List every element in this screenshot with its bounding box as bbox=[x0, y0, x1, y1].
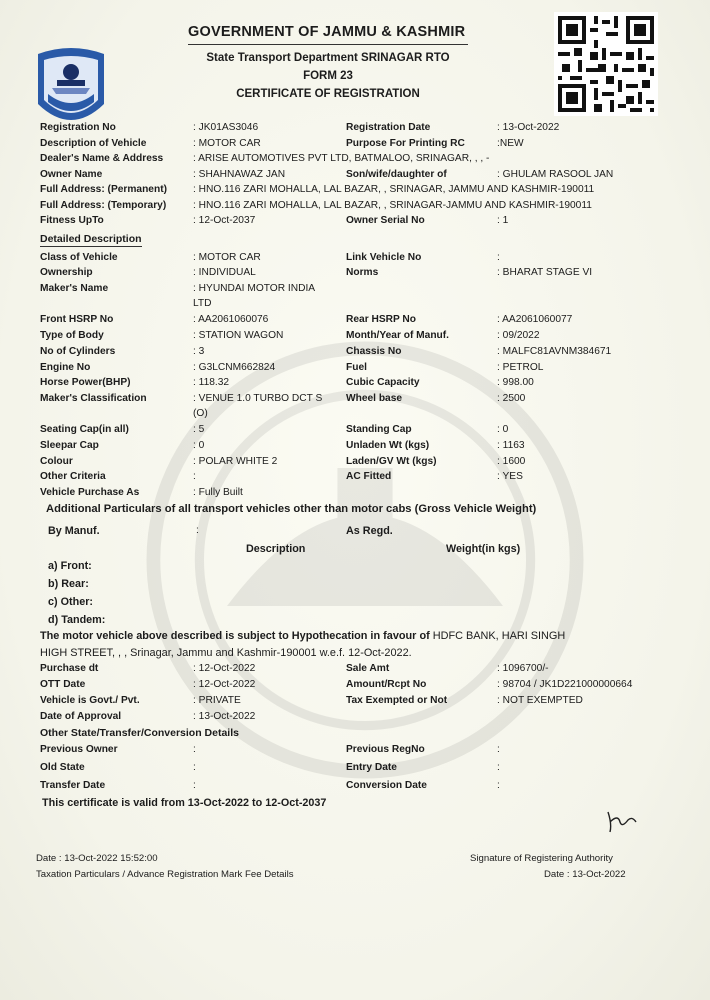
field-value: : VENUE 1.0 TURBO DCT S bbox=[193, 393, 323, 404]
field-value: : G3LCNM662824 bbox=[193, 362, 276, 373]
hypothecation-bank: HDFC BANK, HARI SINGH bbox=[429, 630, 566, 642]
field-value: : YES bbox=[497, 471, 523, 482]
title-underline bbox=[188, 44, 468, 45]
field-value: : POLAR WHITE 2 bbox=[193, 456, 278, 467]
field-value: (O) bbox=[193, 408, 208, 419]
field-label: Tax Exempted or Not bbox=[346, 695, 448, 706]
field-label: Type of Body bbox=[40, 330, 104, 341]
field-value: : 12-Oct-2022 bbox=[193, 679, 256, 690]
detailed-description-title: Detailed Description bbox=[40, 233, 142, 245]
field-value: : bbox=[193, 780, 196, 791]
description-header: Description bbox=[246, 543, 306, 555]
axle-rear: b) Rear: bbox=[48, 578, 89, 590]
field-value: : PETROL bbox=[497, 362, 544, 373]
field-value: : 1600 bbox=[497, 456, 526, 467]
field-value: : bbox=[497, 762, 500, 773]
field-label: Class of Vehicle bbox=[40, 252, 118, 263]
field-label: Ownership bbox=[40, 267, 93, 278]
field-value: : 98704 / JK1D221000000664 bbox=[497, 679, 633, 690]
field-value: : 12-Oct-2037 bbox=[193, 215, 256, 226]
field-value: : AA2061060077 bbox=[497, 314, 573, 325]
field-label: Standing Cap bbox=[346, 424, 412, 435]
field-label: Full Address: (Temporary) bbox=[40, 200, 167, 211]
field-value: : JK01AS3046 bbox=[193, 122, 259, 133]
field-label: Purchase dt bbox=[40, 663, 99, 674]
field-value: : AA2061060076 bbox=[193, 314, 269, 325]
field-value: : 13-Oct-2022 bbox=[193, 711, 256, 722]
field-value: : MALFC81AVNM384671 bbox=[497, 346, 612, 357]
field-label: Full Address: (Permanent) bbox=[40, 184, 167, 195]
axle-front: a) Front: bbox=[48, 560, 92, 572]
field-value: : 12-Oct-2022 bbox=[193, 663, 256, 674]
field-label: Rear HSRP No bbox=[346, 314, 417, 325]
field-label: Date of Approval bbox=[40, 711, 122, 722]
field-value: : 0 bbox=[497, 424, 509, 435]
field-value: : bbox=[193, 744, 196, 755]
field-value: : BHARAT STAGE VI bbox=[497, 267, 593, 278]
axle-tandem: d) Tandem: bbox=[48, 614, 106, 626]
axle-other: c) Other: bbox=[48, 596, 93, 608]
field-label: Colour bbox=[40, 456, 73, 467]
certificate-title: CERTIFICATE OF REGISTRATION bbox=[236, 88, 420, 100]
field-value: : 0 bbox=[193, 440, 205, 451]
hypothecation-line-2: HIGH STREET, , , Srinagar, Jammu and Kashmir-190001 w.e.f. 12-Oct-2022. bbox=[40, 647, 412, 659]
field-value: : bbox=[193, 762, 196, 773]
field-label: Previous Owner bbox=[40, 744, 118, 755]
transport-particulars-title: Additional Particulars of all transport vehicles other than motor cabs (Gross Vehicle Weight) bbox=[46, 503, 537, 515]
hypothecation-statement: The motor vehicle above described is subject to Hypothecation in favour of bbox=[40, 630, 430, 642]
field-value: : 5 bbox=[193, 424, 205, 435]
weight-header: Weight(in kgs) bbox=[446, 543, 521, 555]
by-manuf-label: By Manuf. bbox=[48, 525, 100, 537]
field-label: Vehicle Purchase As bbox=[40, 487, 140, 498]
validity-statement: This certificate is valid from 13-Oct-2022 to 12-Oct-2037 bbox=[42, 797, 327, 809]
field-value: : 1 bbox=[497, 215, 509, 226]
signature-date: Date : 13-Oct-2022 bbox=[544, 869, 626, 880]
field-value: : HYUNDAI MOTOR INDIA bbox=[193, 283, 316, 294]
field-value: : 118.32 bbox=[193, 377, 230, 388]
field-label: Norms bbox=[346, 267, 379, 278]
field-value: LTD bbox=[193, 298, 212, 309]
field-label: Fitness UpTo bbox=[40, 215, 104, 226]
field-label: Month/Year of Manuf. bbox=[346, 330, 450, 341]
field-label: Transfer Date bbox=[40, 780, 106, 791]
field-label: Amount/Rcpt No bbox=[346, 679, 427, 690]
field-label: Maker's Classification bbox=[40, 393, 147, 404]
field-value: : 13-Oct-2022 bbox=[497, 122, 560, 133]
field-label: Laden/GV Wt (kgs) bbox=[346, 456, 437, 467]
field-value: : 1096700/- bbox=[497, 663, 549, 674]
by-manuf-colon: : bbox=[196, 525, 199, 536]
field-value: : 998.00 bbox=[497, 377, 534, 388]
field-value: : STATION WAGON bbox=[193, 330, 284, 341]
field-value: : PRIVATE bbox=[193, 695, 241, 706]
field-label: Wheel base bbox=[346, 393, 403, 404]
government-title: GOVERNMENT OF JAMMU & KASHMIR bbox=[188, 24, 466, 40]
field-label: Dealer's Name & Address bbox=[40, 153, 164, 164]
field-label: Cubic Capacity bbox=[346, 377, 420, 388]
field-value: : HNO.116 ZARI MOHALLA, LAL BAZAR, , SRINAGAR, JAMMU AND KASHMIR-190011 bbox=[193, 184, 595, 195]
field-value: : bbox=[497, 744, 500, 755]
field-label: Fuel bbox=[346, 362, 367, 373]
other-state-title: Other State/Transfer/Conversion Details bbox=[40, 727, 239, 739]
department-title: State Transport Department SRINAGAR RTO bbox=[206, 52, 450, 64]
field-value: : 2500 bbox=[497, 393, 526, 404]
field-value: : 3 bbox=[193, 346, 205, 357]
field-label: OTT Date bbox=[40, 679, 86, 690]
field-label: Sale Amt bbox=[346, 663, 390, 674]
field-label: Conversion Date bbox=[346, 780, 427, 791]
field-value: : INDIVIDUAL bbox=[193, 267, 256, 278]
field-value: : bbox=[193, 471, 196, 482]
taxation-particulars: Taxation Particulars / Advance Registration Mark Fee Details bbox=[36, 869, 294, 880]
issue-date: Date : 13-Oct-2022 15:52:00 bbox=[36, 853, 158, 864]
field-value: : NOT EXEMPTED bbox=[497, 695, 583, 706]
field-label: Owner Serial No bbox=[346, 215, 425, 226]
signature-icon bbox=[604, 808, 640, 836]
field-label: AC Fitted bbox=[346, 471, 392, 482]
field-value: : ARISE AUTOMOTIVES PVT LTD, BATMALOO, SRINAGAR, , , - bbox=[193, 153, 490, 164]
field-label: Chassis No bbox=[346, 346, 402, 357]
field-label: Owner Name bbox=[40, 169, 103, 180]
as-regd-label: As Regd. bbox=[346, 525, 393, 537]
field-label: Front HSRP No bbox=[40, 314, 114, 325]
hypothecation-line-1 bbox=[40, 630, 565, 642]
field-value: : MOTOR CAR bbox=[193, 252, 261, 263]
field-label: Registration No bbox=[40, 122, 116, 133]
qr-code-icon bbox=[554, 12, 658, 116]
form-number: FORM 23 bbox=[303, 70, 353, 82]
field-label: No of Cylinders bbox=[40, 346, 116, 357]
field-value: : HNO.116 ZARI MOHALLA, LAL BAZAR, , SRINAGAR-JAMMU AND KASHMIR-190011 bbox=[193, 200, 592, 211]
signature-label: Signature of Registering Authority bbox=[470, 853, 613, 864]
field-label: Unladen Wt (kgs) bbox=[346, 440, 430, 451]
field-label: Maker's Name bbox=[40, 283, 109, 294]
field-label: Engine No bbox=[40, 362, 91, 373]
field-label: Son/wife/daughter of bbox=[346, 169, 447, 180]
field-label: Old State bbox=[40, 762, 85, 773]
field-value: : SHAHNAWAZ JAN bbox=[193, 169, 286, 180]
field-label: Vehicle is Govt./ Pvt. bbox=[40, 695, 140, 706]
field-label: Other Criteria bbox=[40, 471, 106, 482]
field-label: Entry Date bbox=[346, 762, 397, 773]
field-value: : 1163 bbox=[497, 440, 525, 451]
field-label: Registration Date bbox=[346, 122, 431, 133]
field-value: : MOTOR CAR bbox=[193, 138, 261, 149]
field-value: : 09/2022 bbox=[497, 330, 540, 341]
field-value: : Fully Built bbox=[193, 487, 243, 498]
field-label: Previous RegNo bbox=[346, 744, 425, 755]
field-value: : bbox=[497, 252, 500, 263]
field-label: Description of Vehicle bbox=[40, 138, 147, 149]
field-label: Purpose For Printing RC bbox=[346, 138, 465, 149]
field-value: : bbox=[497, 780, 500, 791]
field-value: : GHULAM RASOOL JAN bbox=[497, 169, 614, 180]
field-label: Seating Cap(in all) bbox=[40, 424, 129, 435]
field-label: Horse Power(BHP) bbox=[40, 377, 131, 388]
field-label: Link Vehicle No bbox=[346, 252, 422, 263]
field-label: Sleepar Cap bbox=[40, 440, 99, 451]
jk-emblem-icon bbox=[30, 46, 112, 134]
field-value: :NEW bbox=[497, 138, 524, 149]
